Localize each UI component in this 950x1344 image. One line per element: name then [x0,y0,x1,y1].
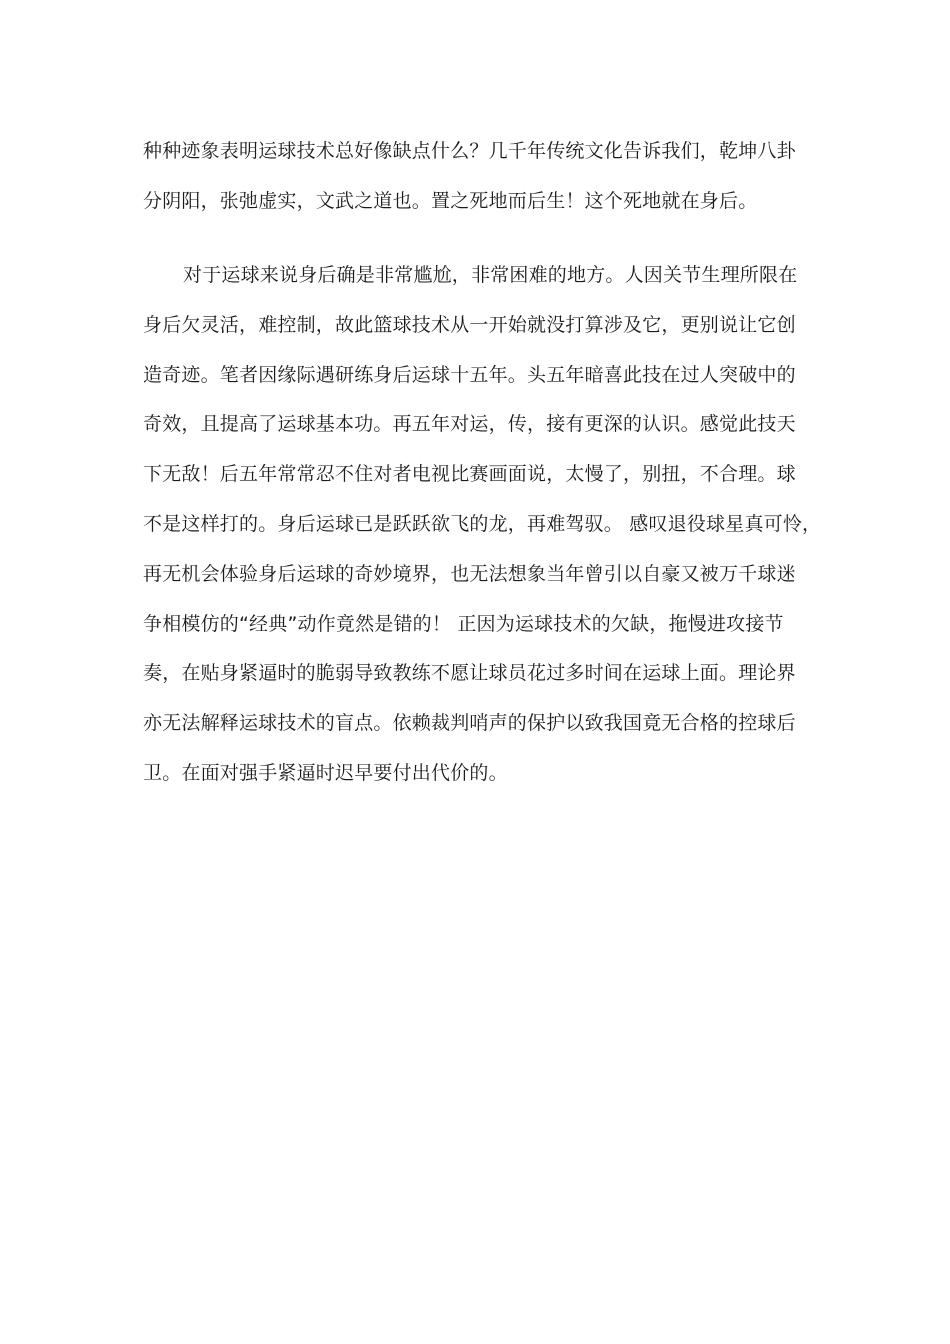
text-line: 再无机会体验身后运球的奇妙境界，也无法想象当年曾引以自豪又被万千球迷 [143,563,796,585]
text-line: 下无敌！后五年常常忍不住对者电视比赛画面说，太慢了，别扭，不合理。球 [143,463,796,485]
text-line: 分阴阳，张弛虚实，文武之道也。置之死地而后生！这个死地就在身后。 [143,190,758,212]
text-line: 种种迹象表明运球技术总好像缺点什么？几千年传统文化告诉我们，乾坤八卦 [143,140,796,162]
text-line: 争相模仿的“经典”动作竟然是错的！ 正因为运球技术的欠缺，拖慢进攻接节 [143,613,784,635]
text-line: 奇效，且提高了运球基本功。再五年对运，传，接有更深的认识。感觉此技天 [143,413,796,435]
text-line: 卫。在面对强手紧逼时迟早要付出代价的。 [143,762,508,784]
text-line: 奏，在贴身紧逼时的脆弱导致教练不愿让球员花过多时间在运球上面。理论界 [143,662,796,684]
text-line: 亦无法解释运球技术的盲点。依赖裁判哨声的保护以致我国竟无合格的控球后 [143,712,796,734]
text-line: 造奇迹。笔者因缘际遇研练身后运球十五年。头五年暗喜此技在过人突破中的 [143,364,796,386]
text-line: 不是这样打的。身后运球已是跃跃欲飞的龙，再难驾驭。 感叹退役球星真可怜， [143,513,822,535]
text-line: 对于运球来说身后确是非常尴尬，非常困难的地方。人因关节生理所限在 [183,264,798,286]
text-line: 身后欠灵活，难控制，故此篮球技术从一开始就没打算涉及它，更别说让它创 [143,314,796,336]
